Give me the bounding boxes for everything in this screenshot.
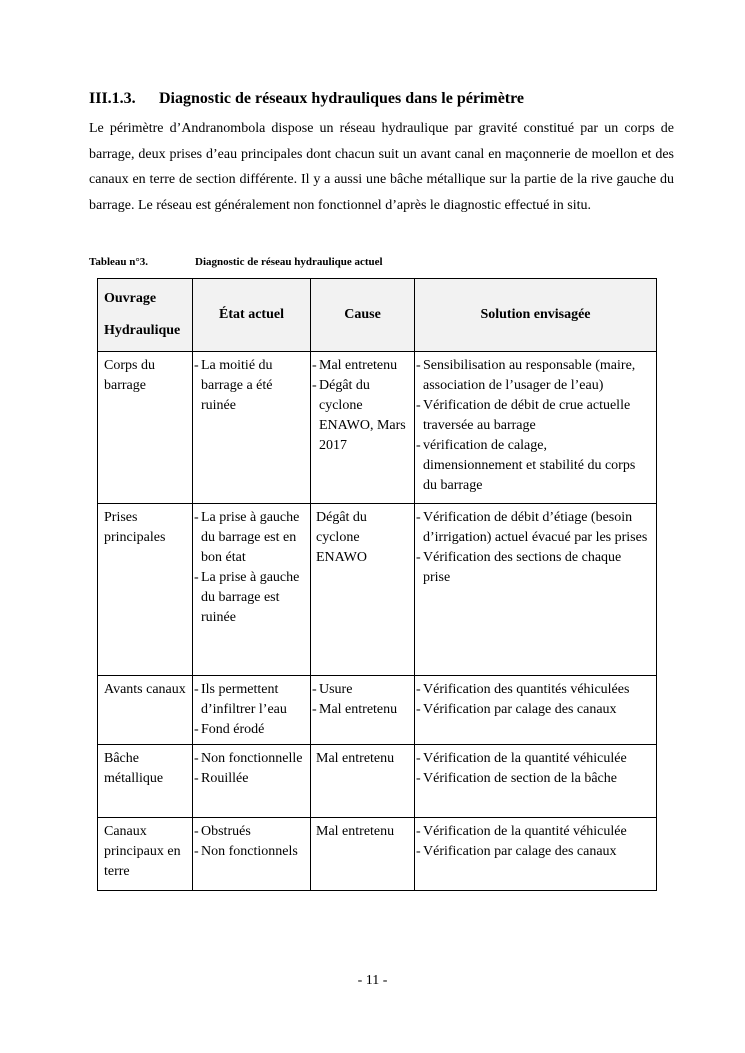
- cell-ouvrage: Canaux principaux en terre: [98, 818, 193, 891]
- section-heading: [89, 90, 524, 108]
- cell-ouvrage: Prises principales: [98, 504, 193, 676]
- etat-item: - La prise à gauche du barrage est ruinée: [194, 568, 304, 628]
- table-row: [98, 818, 657, 891]
- etat-item: - Ils permettent d’infiltrer l’eau: [194, 680, 304, 720]
- header-cause: Cause: [311, 279, 415, 352]
- cause-item: - Mal entretenu: [312, 356, 408, 376]
- cell-cause: [311, 352, 415, 504]
- table-caption: [89, 256, 383, 268]
- cell-etat: [193, 352, 311, 504]
- etat-item: - Non fonctionnelle: [194, 749, 304, 769]
- solution-item: - Vérification par calage des canaux: [416, 700, 650, 720]
- etat-item: - Fond érodé: [194, 720, 304, 740]
- table-row: [98, 504, 657, 676]
- etat-item: - La prise à gauche du barrage est en bon état: [194, 508, 304, 568]
- cell-solution: [415, 352, 657, 504]
- cause-text: Mal entretenu: [316, 751, 395, 766]
- solution-item: - Vérification de débit de crue actuelle traversée au barrage: [416, 396, 650, 436]
- cause-item: - Mal entretenu: [312, 700, 408, 720]
- header-etat: État actuel: [193, 279, 311, 352]
- diagnostic-table: [97, 278, 657, 891]
- table-caption-label: Tableau n°3.: [89, 256, 149, 268]
- cell-etat: [193, 504, 311, 676]
- section-title: Diagnostic de réseaux hydrauliques dans le périmètre: [159, 90, 525, 107]
- etat-item: - Non fonctionnels: [194, 842, 304, 862]
- solution-item: - vérification de calage, dimensionnement et stabilité du corps du barrage: [416, 436, 650, 496]
- header-solution: Solution envisagée: [415, 279, 657, 352]
- table-header-row: [98, 279, 657, 352]
- cause-text: Dégât du cyclone ENAWO: [316, 510, 367, 565]
- solution-item: - Vérification des quantités véhiculées: [416, 680, 650, 700]
- cell-solution: [415, 745, 657, 818]
- solution-item: - Vérification de la quantité véhiculée: [416, 749, 650, 769]
- solution-item: - Vérification par calage des canaux: [416, 842, 650, 862]
- cell-ouvrage: Avants canaux: [98, 676, 193, 745]
- cell-etat: [193, 676, 311, 745]
- table-caption-title: Diagnostic de réseau hydraulique actuel: [195, 256, 383, 268]
- cell-cause: [311, 745, 415, 818]
- cell-ouvrage: Bâche métallique: [98, 745, 193, 818]
- solution-item: - Vérification des sections de chaque prise: [416, 548, 650, 588]
- table-row: [98, 745, 657, 818]
- cause-text: Mal entretenu: [316, 824, 395, 839]
- cell-cause: [311, 676, 415, 745]
- solution-item: - Vérification de section de la bâche: [416, 769, 650, 789]
- page-number: - 11 -: [357, 973, 388, 988]
- solution-item: - Vérification de débit d’étiage (besoin d’irrigation) actuel évacué par les prises: [416, 508, 650, 548]
- section-number: III.1.3.: [89, 90, 136, 107]
- header-ouvrage: Ouvrage Hydraulique: [98, 279, 193, 352]
- cause-item: - Dégât du cyclone ENAWO, Mars 2017: [312, 376, 408, 456]
- cell-cause: [311, 504, 415, 676]
- cell-solution: [415, 504, 657, 676]
- cell-solution: [415, 818, 657, 891]
- cell-solution: [415, 676, 657, 745]
- body-paragraph: Le périmètre d’Andranombola dispose un réseau hydraulique par gravité constitué par un corps de barrage, deux prises d’eau principales dont chacun suit un avant canal en maçonnerie de moellon et des canaux en terre de section différente. Il y a aussi une bâche métallique sur la partie de la rive gauche du barrage. Le réseau est généralement non fonctionnel d’après le diagnostic effectué in situ.: [89, 121, 674, 214]
- solution-item: - Vérification de la quantité véhiculée: [416, 822, 650, 842]
- cause-item: - Usure: [312, 680, 408, 700]
- etat-item: - La moitié du barrage a été ruinée: [194, 356, 304, 416]
- cell-ouvrage: Corps du barrage: [98, 352, 193, 504]
- solution-item: - Sensibilisation au responsable (maire, association de l’usager de l’eau): [416, 356, 650, 396]
- etat-item: - Rouillée: [194, 769, 304, 789]
- table-row: [98, 676, 657, 745]
- table-row: [98, 352, 657, 504]
- cell-cause: [311, 818, 415, 891]
- cell-etat: [193, 745, 311, 818]
- etat-item: - Obstrués: [194, 822, 304, 842]
- cell-etat: [193, 818, 311, 891]
